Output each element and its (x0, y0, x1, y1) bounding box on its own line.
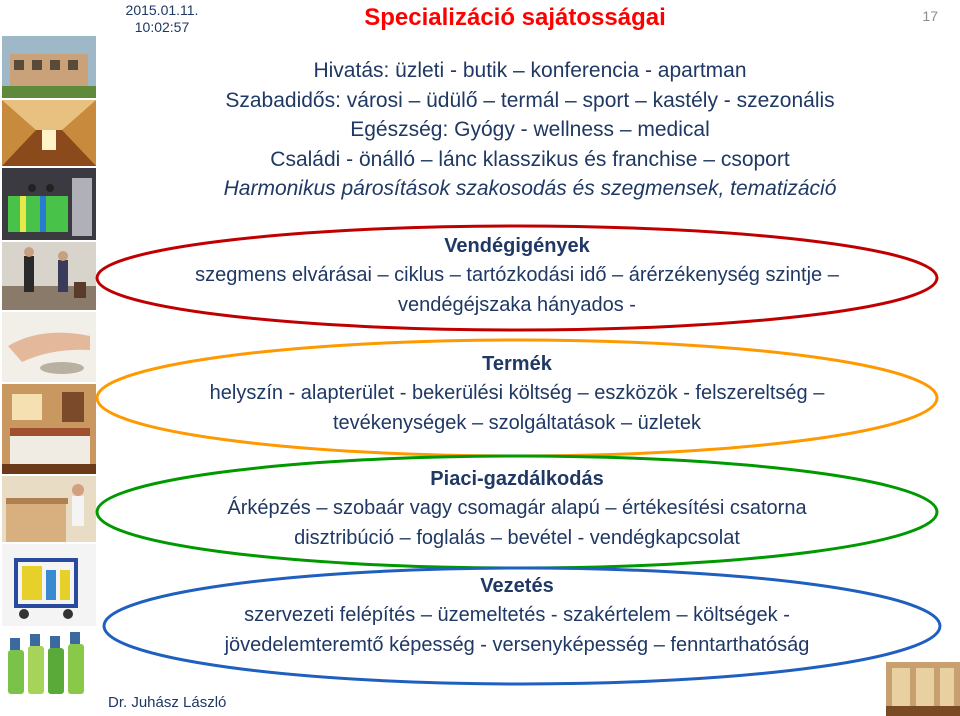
section-product (100, 350, 934, 438)
cleaning-cart-photo (2, 544, 96, 626)
intro-line-harmonic: Harmonikus párosítások szakosodás és szegmensek, tematizáció (223, 177, 837, 200)
hotel-hall-photo (886, 662, 960, 716)
intro-line-family: Családi - önálló – lánc klasszikus és franchise – csoport (270, 147, 790, 171)
front-desk-photo (2, 476, 96, 542)
section-market-heading: Piaci-gazdálkodás (430, 468, 604, 490)
section-management-line-1: szervezeti felépítés – üzemeltetés - szakértelem – költségek - (244, 604, 790, 626)
section-market-line-1: Árképzés – szobaár vagy csomagár alapú – értékesítési csatorna (227, 497, 807, 519)
hotel-building-photo (2, 36, 96, 98)
hotel-corridor-photo (2, 100, 96, 166)
section-guest-needs-line-1: szegmens elvárásai – ciklus – tartózkodási idő – árérzékenység szintje – (195, 264, 839, 286)
hotel-lobby-photo (2, 168, 96, 240)
cleaning-products-photo (2, 628, 96, 700)
section-guest-needs-heading: Vendégigények (444, 235, 590, 257)
intro-line-business: Hivatás: üzleti - butik – konferencia - apartman (313, 59, 747, 82)
photo-strip (2, 36, 96, 700)
slide-datetime (112, 2, 212, 36)
hotel-room-photo (2, 384, 96, 474)
section-market (100, 465, 934, 553)
section-guest-needs (100, 232, 934, 320)
section-market-line-2: disztribúció – foglalás – bevétel - vendégkapcsolat (294, 527, 740, 549)
section-product-line-2: tevékenységek – szolgáltatások – üzletek (333, 412, 701, 434)
reception-photo (2, 242, 96, 310)
section-management (100, 572, 934, 660)
section-guest-needs-line-2: vendégéjszaka hányados - (398, 294, 636, 316)
slide-date: 2015.01.11. (125, 2, 199, 18)
section-product-heading: Termék (482, 353, 552, 375)
intro-list (100, 56, 960, 204)
slide-time: 10:02:57 (134, 19, 190, 35)
section-management-heading: Vezetés (480, 575, 554, 597)
section-management-line-2: jövedelemteremtő képesség - versenyképesség – fenntarthatóság (224, 634, 810, 656)
page-number: 17 (922, 8, 938, 24)
hand-bell-photo (2, 312, 96, 382)
intro-line-health: Egészség: Gyógy - wellness – medical (350, 118, 710, 141)
slide-title: Specializáció sajátosságai (364, 4, 666, 31)
author-name: Dr. Juhász László (108, 694, 227, 711)
intro-line-leisure: Szabadidős: városi – üdülő – termál – sport – kastély - szezonális (225, 88, 835, 112)
section-product-line-1: helyszín - alapterület - bekerülési költség – eszközök - felszereltség – (209, 382, 825, 404)
